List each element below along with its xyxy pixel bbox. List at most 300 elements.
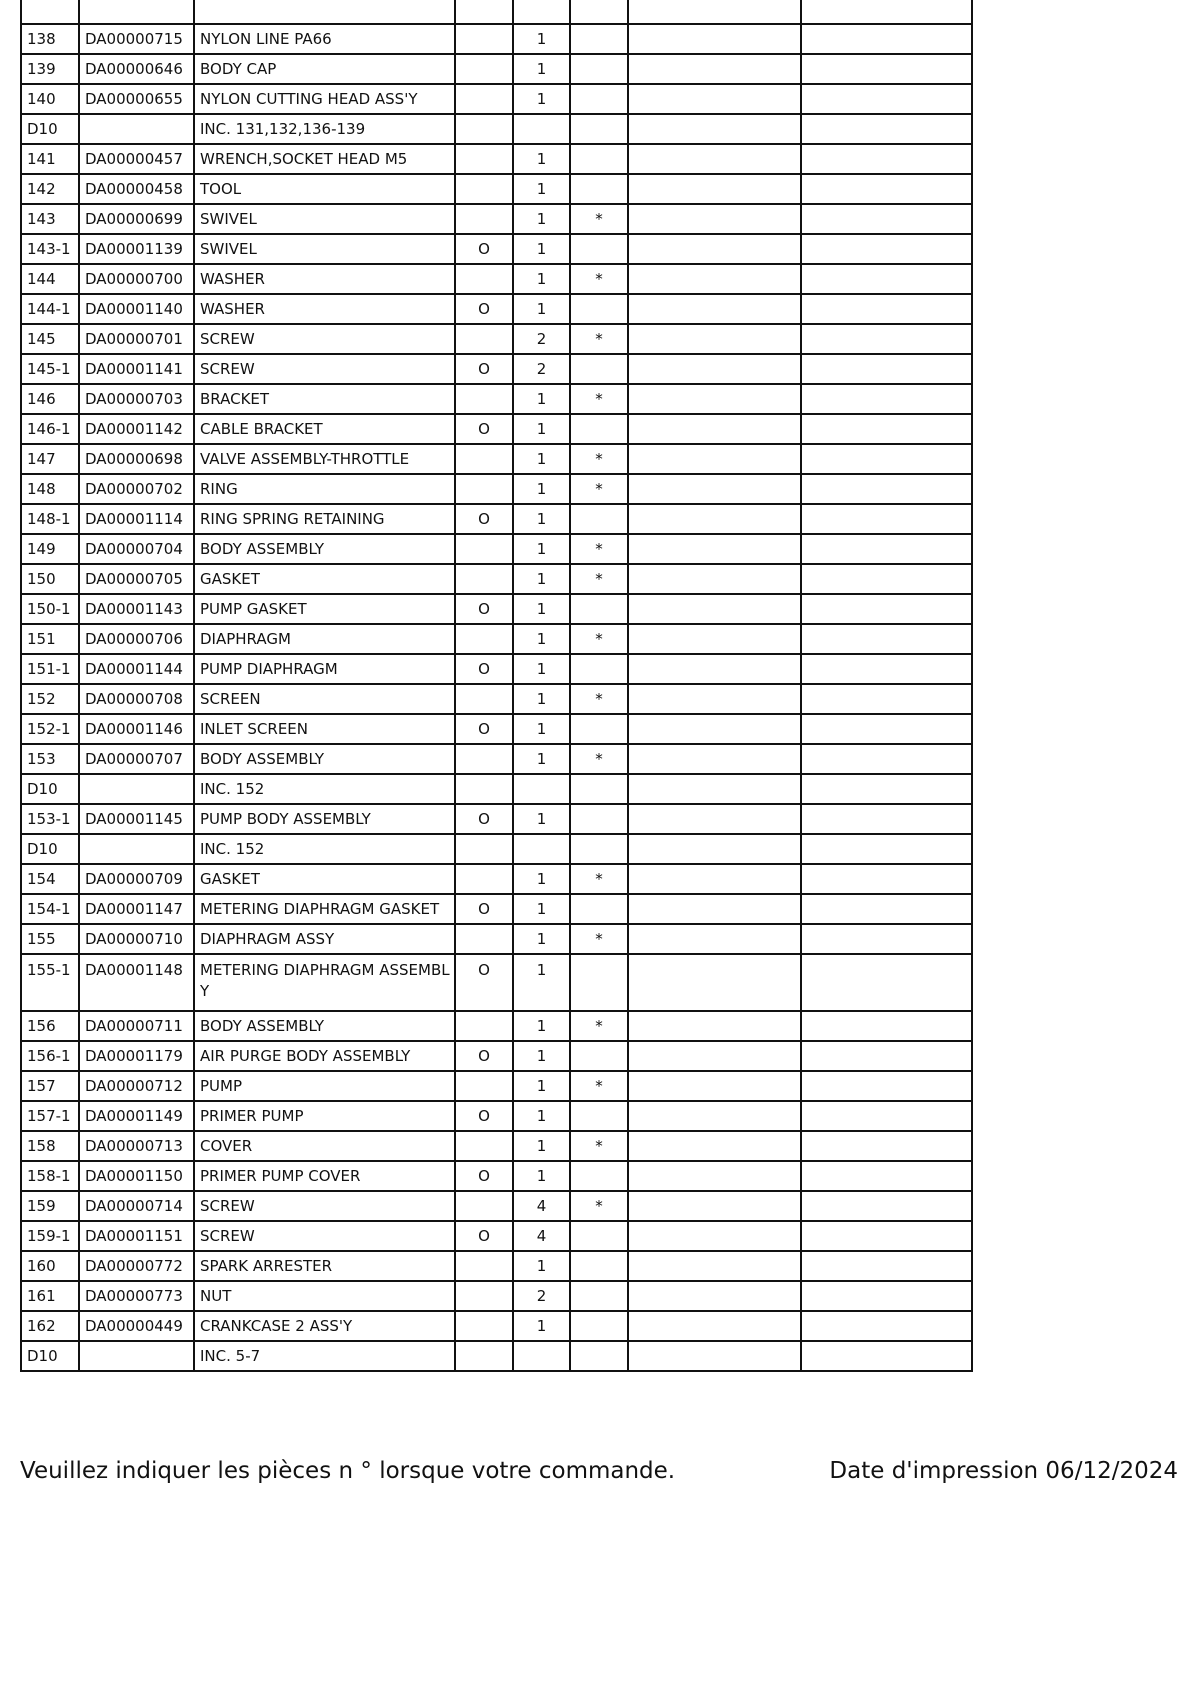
blank-cell [628,1131,801,1161]
mark-cell [570,414,628,444]
description-cell: NUT [194,1281,455,1311]
blank-cell [801,204,972,234]
quantity-cell: 1 [513,24,570,54]
quantity-cell: 1 [513,294,570,324]
description-cell: SCREEN [194,684,455,714]
description-cell: SCREW [194,324,455,354]
mark-cell [570,774,628,804]
description-cell: VALVE ASSEMBLY-THROTTLE [194,444,455,474]
blank-cell [801,864,972,894]
option-cell [455,774,513,804]
table-row [21,594,972,624]
part-number-cell: 151 [21,624,79,654]
option-cell [455,744,513,774]
description-cell: COVER [194,1131,455,1161]
blank-cell [628,324,801,354]
part-code-cell: DA00001151 [79,1221,194,1251]
option-cell [455,24,513,54]
description-cell: AIR PURGE BODY ASSEMBLY [194,1041,455,1071]
blank-cell [801,1101,972,1131]
part-number-cell: 150-1 [21,594,79,624]
mark-cell [570,1101,628,1131]
part-number-cell: 145 [21,324,79,354]
table-row [21,84,972,114]
part-code-cell: DA00000705 [79,564,194,594]
quantity-cell: 1 [513,744,570,774]
table-row [21,24,972,54]
mark-cell [570,1341,628,1371]
quantity-cell: 1 [513,174,570,204]
mark-cell [570,504,628,534]
part-code-cell: DA00000706 [79,624,194,654]
blank-cell [628,834,801,864]
description-cell: BRACKET [194,384,455,414]
quantity-cell: 1 [513,714,570,744]
description-cell: WRENCH,SOCKET HEAD M5 [194,144,455,174]
table-row [21,1251,972,1281]
blank-cell [801,954,972,1011]
table-row [21,1071,972,1101]
quantity-cell: 1 [513,1041,570,1071]
blank-cell [628,1191,801,1221]
option-cell [455,1281,513,1311]
table-row [21,264,972,294]
part-code-cell: DA00001142 [79,414,194,444]
blank-cell [628,444,801,474]
mark-cell: * [570,564,628,594]
part-code-cell: DA00000715 [79,24,194,54]
blank-cell [801,114,972,144]
table-row [21,744,972,774]
quantity-cell: 1 [513,204,570,234]
table-row [21,234,972,264]
description-cell: GASKET [194,564,455,594]
quantity-cell: 1 [513,384,570,414]
blank-cell [628,1161,801,1191]
blank-cell [801,1341,972,1371]
description-cell: DIAPHRAGM [194,624,455,654]
part-code-cell: DA00001149 [79,1101,194,1131]
quantity-cell: 4 [513,1191,570,1221]
quantity-cell: 1 [513,414,570,444]
part-code-cell [79,114,194,144]
description-cell: METERING DIAPHRAGM ASSEMBLY [194,954,455,1011]
part-number-cell: 148 [21,474,79,504]
mark-cell [570,114,628,144]
description-cell: WASHER [194,264,455,294]
part-number-cell: 159-1 [21,1221,79,1251]
table-row [21,54,972,84]
description-cell: PUMP GASKET [194,594,455,624]
quantity-cell: 1 [513,534,570,564]
part-code-cell [79,774,194,804]
quantity-cell: 2 [513,1281,570,1311]
part-code-cell: DA00000646 [79,54,194,84]
quantity-cell: 1 [513,1131,570,1161]
blank-cell [628,144,801,174]
description-cell: PUMP BODY ASSEMBLY [194,804,455,834]
part-code-cell: DA00001141 [79,354,194,384]
part-number-cell: D10 [21,1341,79,1371]
table-row [21,324,972,354]
quantity-cell: 1 [513,894,570,924]
description-cell: INC. 131,132,136-139 [194,114,455,144]
part-code-cell: DA00000708 [79,684,194,714]
description-cell: INC. 152 [194,774,455,804]
table-row [21,564,972,594]
option-cell [455,324,513,354]
quantity-cell [513,114,570,144]
quantity-cell [513,774,570,804]
blank-cell [628,744,801,774]
blank-cell [801,774,972,804]
mark-cell: * [570,624,628,654]
quantity-cell: 1 [513,54,570,84]
description-cell: PUMP DIAPHRAGM [194,654,455,684]
mark-cell [570,144,628,174]
part-number-cell: 159 [21,1191,79,1221]
part-number-cell: 160 [21,1251,79,1281]
quantity-cell: 1 [513,594,570,624]
description-cell: SCREW [194,1221,455,1251]
part-code-cell: DA00000711 [79,1011,194,1041]
part-code-cell: DA00000458 [79,174,194,204]
blank-cell [628,294,801,324]
part-number-cell: 153-1 [21,804,79,834]
description-cell: PRIMER PUMP COVER [194,1161,455,1191]
mark-cell [570,234,628,264]
option-cell: O [455,894,513,924]
part-number-cell: 155-1 [21,954,79,1011]
part-number-cell: 156 [21,1011,79,1041]
part-number-cell: 158-1 [21,1161,79,1191]
blank-cell [628,384,801,414]
parts-table [20,0,973,1372]
option-cell [455,1191,513,1221]
blank-cell [628,1251,801,1281]
mark-cell: * [570,1131,628,1161]
quantity-cell: 1 [513,504,570,534]
blank-cell [801,324,972,354]
part-number-cell: 144-1 [21,294,79,324]
blank-cell [801,564,972,594]
table-row [21,714,972,744]
description-cell: INC. 152 [194,834,455,864]
blank-cell [628,234,801,264]
blank-cell [801,1071,972,1101]
description-cell: BODY ASSEMBLY [194,1011,455,1041]
table-row [21,504,972,534]
table-row [21,444,972,474]
blank-cell [628,24,801,54]
quantity-cell: 1 [513,474,570,504]
blank-cell [628,594,801,624]
part-code-cell: DA00000772 [79,1251,194,1281]
description-cell: DIAPHRAGM ASSY [194,924,455,954]
option-cell [455,1251,513,1281]
mark-cell: * [570,384,628,414]
blank-cell [628,264,801,294]
description-cell: CABLE BRACKET [194,414,455,444]
mark-cell: * [570,264,628,294]
blank-cell [801,714,972,744]
part-number-cell: 144 [21,264,79,294]
blank-cell [628,474,801,504]
blank-cell [628,1341,801,1371]
option-cell [455,834,513,864]
blank-cell [801,1011,972,1041]
blank-cell [801,384,972,414]
part-code-cell: DA00000700 [79,264,194,294]
blank-cell [628,534,801,564]
part-code-cell: DA00001140 [79,294,194,324]
part-number-cell: 162 [21,1311,79,1341]
table-row [21,204,972,234]
mark-cell [570,1161,628,1191]
part-code-cell: DA00000714 [79,1191,194,1221]
part-number-cell: 157 [21,1071,79,1101]
option-cell: O [455,1101,513,1131]
mark-cell [570,84,628,114]
mark-cell [570,1251,628,1281]
blank-cell [801,1041,972,1071]
option-cell: O [455,804,513,834]
option-cell [455,114,513,144]
blank-cell [801,294,972,324]
mark-cell [570,1311,628,1341]
option-cell: O [455,354,513,384]
blank-cell [801,1281,972,1311]
description-cell: BODY ASSEMBLY [194,534,455,564]
table-row [21,114,972,144]
blank-cell [801,834,972,864]
mark-cell [570,714,628,744]
description-cell: INC. 5-7 [194,1341,455,1371]
blank-cell [628,774,801,804]
part-code-cell: DA00001148 [79,954,194,1011]
quantity-cell [513,1341,570,1371]
quantity-cell: 1 [513,624,570,654]
blank-cell [801,1131,972,1161]
mark-cell [570,1221,628,1251]
part-code-cell: DA00000449 [79,1311,194,1341]
blank-cell [628,204,801,234]
blank-cell [801,1311,972,1341]
blank-cell [801,174,972,204]
option-cell: O [455,594,513,624]
quantity-cell: 1 [513,1161,570,1191]
part-code-cell: DA00001179 [79,1041,194,1071]
quantity-cell: 1 [513,84,570,114]
option-cell: O [455,234,513,264]
description-cell: BODY ASSEMBLY [194,744,455,774]
blank-cell [628,894,801,924]
part-code-cell: DA00000701 [79,324,194,354]
blank-cell [801,444,972,474]
part-number-cell: 151-1 [21,654,79,684]
table-row [21,414,972,444]
option-cell: O [455,954,513,1011]
blank-cell [628,1011,801,1041]
table-row [21,294,972,324]
part-number-cell: 149 [21,534,79,564]
option-cell [455,1071,513,1101]
option-cell [455,444,513,474]
blank-cell [801,234,972,264]
part-code-cell: DA00001144 [79,654,194,684]
part-code-cell: DA00001150 [79,1161,194,1191]
table-row [21,144,972,174]
part-code-cell: DA00001143 [79,594,194,624]
part-number-cell: 152-1 [21,714,79,744]
option-cell [455,1311,513,1341]
blank-cell [801,474,972,504]
blank-cell [628,714,801,744]
mark-cell [570,834,628,864]
quantity-cell: 1 [513,954,570,1011]
blank-cell [628,624,801,654]
part-number-cell: 143-1 [21,234,79,264]
quantity-cell: 1 [513,864,570,894]
description-cell: CRANKCASE 2 ASS'Y [194,1311,455,1341]
mark-cell: * [570,534,628,564]
description-cell: GASKET [194,864,455,894]
description-cell: SPARK ARRESTER [194,1251,455,1281]
part-code-cell: DA00000655 [79,84,194,114]
option-cell: O [455,1221,513,1251]
blank-cell [628,174,801,204]
mark-cell [570,294,628,324]
table-row [21,1221,972,1251]
part-number-cell: 140 [21,84,79,114]
option-cell [455,54,513,84]
blank-cell [801,654,972,684]
blank-cell [801,1251,972,1281]
quantity-cell: 2 [513,324,570,354]
table-top-edge [21,0,972,24]
mark-cell: * [570,324,628,354]
quantity-cell: 1 [513,684,570,714]
part-code-cell: DA00000457 [79,144,194,174]
blank-cell [801,54,972,84]
part-number-cell: D10 [21,774,79,804]
quantity-cell: 1 [513,564,570,594]
blank-cell [628,864,801,894]
part-number-cell: 142 [21,174,79,204]
option-cell [455,204,513,234]
table-row [21,1131,972,1161]
description-cell: SWIVEL [194,234,455,264]
part-number-cell: 154 [21,864,79,894]
blank-cell [801,624,972,654]
part-code-cell: DA00000710 [79,924,194,954]
blank-cell [801,144,972,174]
mark-cell [570,54,628,84]
description-cell: NYLON CUTTING HEAD ASS'Y [194,84,455,114]
mark-cell: * [570,1191,628,1221]
part-number-cell: 155 [21,924,79,954]
blank-cell [801,504,972,534]
option-cell: O [455,414,513,444]
table-row [21,384,972,414]
part-code-cell: DA00000713 [79,1131,194,1161]
mark-cell: * [570,1071,628,1101]
part-code-cell: DA00000699 [79,204,194,234]
option-cell: O [455,1041,513,1071]
part-number-cell: 158 [21,1131,79,1161]
part-number-cell: 154-1 [21,894,79,924]
table-row [21,1191,972,1221]
quantity-cell: 1 [513,1071,570,1101]
blank-cell [628,654,801,684]
part-number-cell: 161 [21,1281,79,1311]
quantity-cell: 1 [513,654,570,684]
option-cell [455,144,513,174]
blank-cell [628,114,801,144]
mark-cell [570,654,628,684]
part-code-cell: DA00001146 [79,714,194,744]
quantity-cell: 1 [513,1251,570,1281]
part-number-cell: 148-1 [21,504,79,534]
table-row [21,684,972,714]
mark-cell: * [570,864,628,894]
blank-cell [628,804,801,834]
option-cell [455,684,513,714]
blank-cell [628,354,801,384]
table-row [21,654,972,684]
quantity-cell: 1 [513,264,570,294]
blank-cell [628,684,801,714]
mark-cell: * [570,684,628,714]
description-cell: TOOL [194,174,455,204]
part-code-cell: DA00001147 [79,894,194,924]
description-cell: SCREW [194,354,455,384]
blank-cell [628,84,801,114]
mark-cell: * [570,444,628,474]
table-row [21,1311,972,1341]
table-row [21,1041,972,1071]
part-code-cell: DA00000703 [79,384,194,414]
blank-cell [801,1191,972,1221]
table-row [21,1011,972,1041]
blank-cell [801,1221,972,1251]
part-number-cell: 152 [21,684,79,714]
table-row [21,1281,972,1311]
part-number-cell: 146-1 [21,414,79,444]
table-row [21,954,972,1011]
quantity-cell: 1 [513,444,570,474]
blank-cell [801,1161,972,1191]
option-cell [455,864,513,894]
table-row [21,804,972,834]
table-row [21,534,972,564]
part-number-cell: 143 [21,204,79,234]
quantity-cell: 4 [513,1221,570,1251]
blank-cell [628,414,801,444]
blank-cell [628,54,801,84]
blank-cell [628,1041,801,1071]
part-number-cell: 153 [21,744,79,774]
blank-cell [801,24,972,54]
mark-cell [570,894,628,924]
part-number-cell: 150 [21,564,79,594]
part-number-cell: 138 [21,24,79,54]
mark-cell [570,174,628,204]
quantity-cell: 1 [513,234,570,264]
part-code-cell: DA00000773 [79,1281,194,1311]
part-number-cell: D10 [21,834,79,864]
description-cell: SWIVEL [194,204,455,234]
